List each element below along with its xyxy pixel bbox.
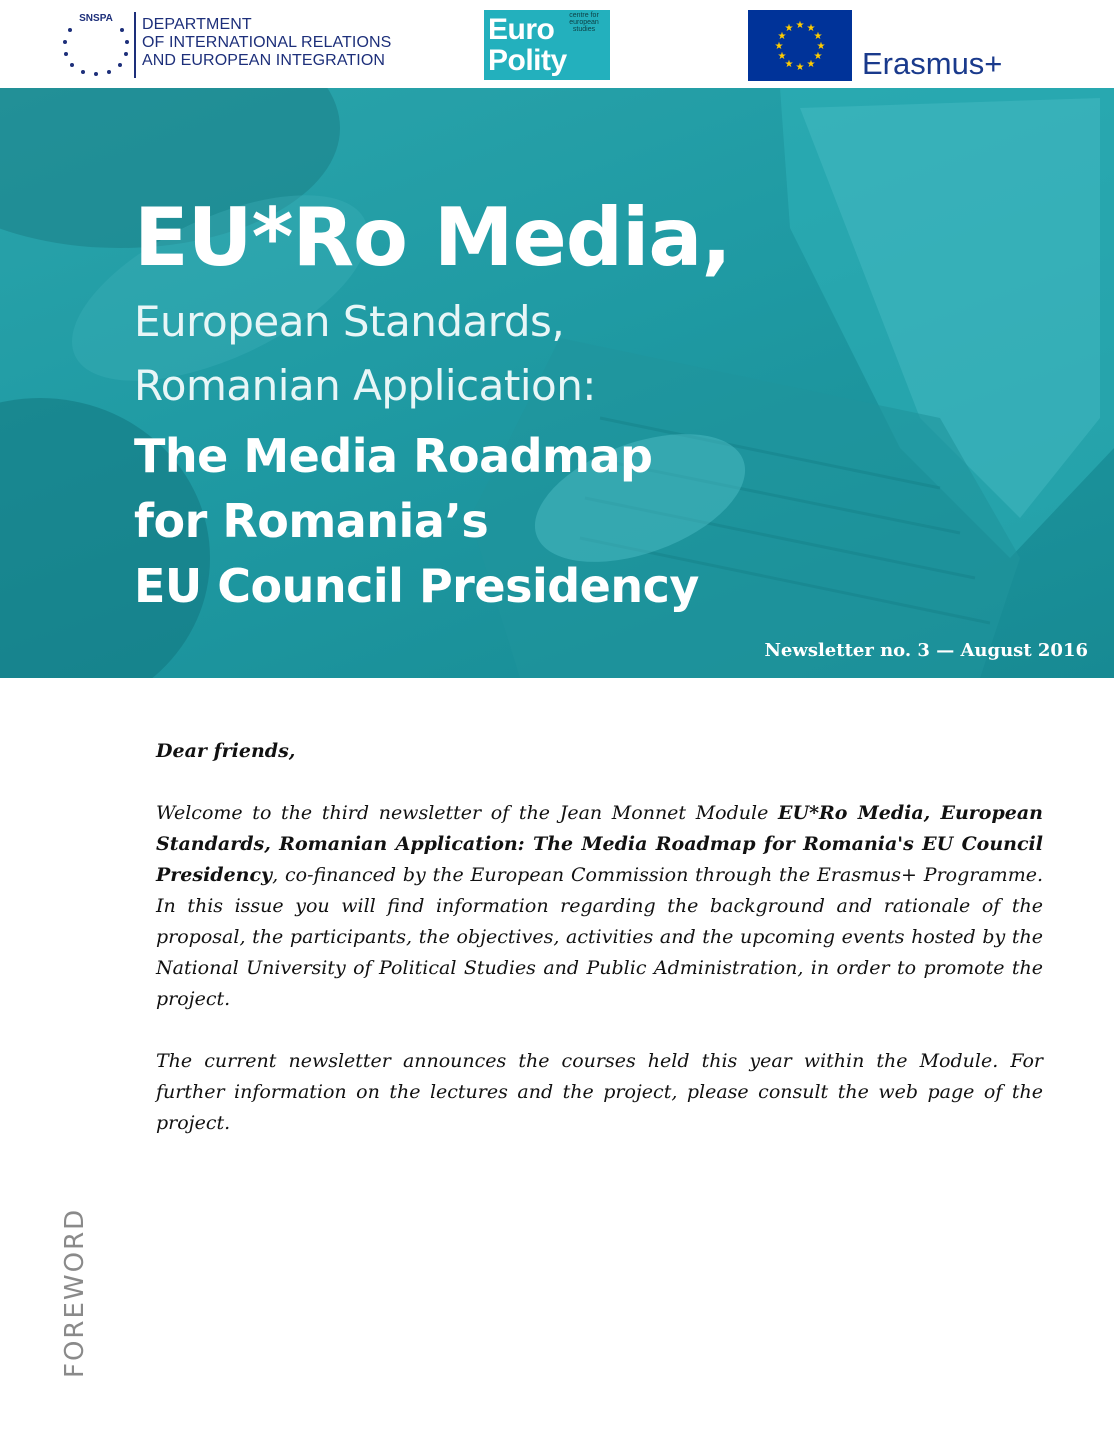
erasmus-label: Erasmus+: [862, 46, 1003, 81]
department-line-2: OF INTERNATIONAL RELATIONS: [142, 34, 392, 51]
eu-flag-icon: [748, 10, 852, 81]
svg-text:★: ★: [813, 31, 823, 42]
svg-text:★: ★: [795, 62, 805, 73]
department-name: [142, 16, 391, 70]
intro-text-start: Welcome to the third newsletter of the Jean Monnet Module: [156, 802, 779, 824]
svg-text:★: ★: [774, 41, 784, 52]
foreword-content: [156, 736, 1043, 1170]
hero-subtitle-line-1: European Standards,: [134, 297, 565, 346]
department-divider: [134, 12, 136, 78]
header-logos: [0, 0, 1114, 88]
hero-banner: [0, 88, 1114, 678]
newsletter-issue: Newsletter no. 3 — August 2016: [764, 640, 1088, 661]
closing-paragraph: The current newsletter announces the courses held this year within the Module. For further information on the lectures and the project, please consult the web page of the project.: [156, 1050, 1043, 1134]
svg-text:★: ★: [816, 41, 826, 52]
europolity-logo: [484, 10, 610, 80]
svg-text:★: ★: [784, 23, 794, 34]
europolity-line-1: Euro: [488, 13, 555, 46]
greeting: Dear friends,: [156, 740, 296, 762]
hero-bold-line-3: EU Council Presidency: [134, 559, 699, 613]
europolity-tagline: centre for european studies: [569, 12, 599, 33]
intro-paragraph: [156, 798, 1043, 1015]
module-title: EU*Ro Media, European Standards, Romanian Application: The Media Roadmap for Romania's EU Council Presidency: [156, 802, 1043, 886]
hero-bold-line-2: for Romania’s: [134, 494, 489, 548]
foreword-side-label: FOREWORD: [60, 1207, 90, 1378]
department-line-1: DEPARTMENT: [142, 16, 252, 33]
hero-title: EU*Ro Media,: [134, 191, 731, 284]
svg-text:★: ★: [806, 59, 816, 70]
svg-text:★: ★: [784, 59, 794, 70]
seal-text: SNSPA: [79, 13, 113, 24]
department-line-3: AND EUROPEAN INTEGRATION: [142, 52, 386, 69]
svg-text:★: ★: [795, 20, 805, 31]
intro-text-end: , co-financed by the European Commission through the Erasmus+ Programme. In this issue you will find information regarding the background and rationale of the proposal, the participants, the objectives, activities and the upcoming events hosted by the National University of Political Studies and Public Administration, in order to promote the project.: [156, 864, 1043, 1010]
svg-text:★: ★: [806, 23, 816, 34]
hero-bold-line-1: The Media Roadmap: [134, 429, 653, 483]
svg-text:★: ★: [777, 51, 787, 62]
europolity-line-2: Polity: [488, 44, 567, 77]
svg-text:★: ★: [777, 31, 787, 42]
svg-text:★: ★: [813, 51, 823, 62]
snspa-seal-logo: [58, 8, 134, 80]
hero-subtitle-line-2: Romanian Application:: [134, 361, 596, 410]
